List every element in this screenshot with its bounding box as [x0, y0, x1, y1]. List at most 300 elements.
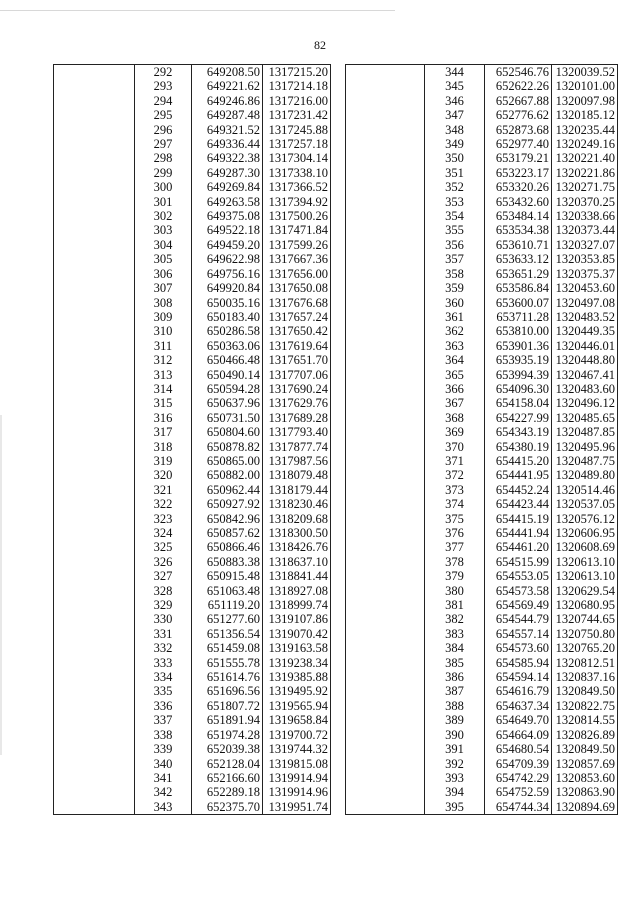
y-coordinate-cell: 1318209.68 [263, 512, 331, 526]
x-coordinate-cell: 652289.18 [192, 785, 263, 799]
y-coordinate-cell: 1320338.66 [552, 209, 618, 223]
point-number-cell: 312 [135, 353, 192, 367]
blank-cell [346, 238, 425, 252]
table-row [54, 757, 331, 771]
blank-cell [54, 555, 135, 569]
point-number-cell: 347 [425, 108, 485, 122]
y-coordinate-cell: 1319070.42 [263, 627, 331, 641]
y-coordinate-cell: 1317599.26 [263, 238, 331, 252]
table-row [346, 195, 618, 209]
table-row [54, 281, 331, 295]
blank-cell [54, 785, 135, 799]
blank-cell [346, 94, 425, 108]
blank-cell [346, 252, 425, 266]
point-number-cell: 306 [135, 267, 192, 281]
y-coordinate-cell: 1320496.12 [552, 396, 618, 410]
table-row [54, 339, 331, 353]
y-coordinate-cell: 1320849.50 [552, 684, 618, 698]
blank-cell [346, 425, 425, 439]
table-row [54, 713, 331, 727]
point-number-cell: 375 [425, 512, 485, 526]
x-coordinate-cell: 649375.08 [192, 209, 263, 223]
blank-cell [346, 728, 425, 742]
blank-cell [346, 785, 425, 799]
table-row [346, 238, 618, 252]
point-number-cell: 361 [425, 310, 485, 324]
table-row [54, 310, 331, 324]
y-coordinate-cell: 1317500.26 [263, 209, 331, 223]
point-number-cell: 319 [135, 454, 192, 468]
table-row [54, 569, 331, 583]
blank-cell [346, 483, 425, 497]
table-row [346, 108, 618, 122]
table-row [346, 368, 618, 382]
table-row [54, 742, 331, 756]
point-number-cell: 304 [135, 238, 192, 252]
table-row [346, 641, 618, 655]
y-coordinate-cell: 1320629.54 [552, 584, 618, 598]
table-row [54, 79, 331, 93]
y-coordinate-cell: 1320467.41 [552, 368, 618, 382]
point-number-cell: 365 [425, 368, 485, 382]
table-row [54, 483, 331, 497]
point-number-cell: 301 [135, 195, 192, 209]
coordinates-table-right [345, 64, 618, 815]
table-row [54, 699, 331, 713]
x-coordinate-cell: 650731.50 [192, 411, 263, 425]
y-coordinate-cell: 1320576.12 [552, 512, 618, 526]
table-row [346, 684, 618, 698]
x-coordinate-cell: 654423.44 [485, 497, 552, 511]
blank-cell [54, 425, 135, 439]
blank-cell [54, 79, 135, 93]
x-coordinate-cell: 650882.00 [192, 468, 263, 482]
blank-cell [54, 569, 135, 583]
x-coordinate-cell: 654616.79 [485, 684, 552, 698]
point-number-cell: 373 [425, 483, 485, 497]
table-row [346, 209, 618, 223]
table-row [54, 123, 331, 137]
y-coordinate-cell: 1319914.96 [263, 785, 331, 799]
y-coordinate-cell: 1320822.75 [552, 699, 618, 713]
blank-cell [54, 108, 135, 122]
table-row [54, 771, 331, 785]
point-number-cell: 371 [425, 454, 485, 468]
x-coordinate-cell: 650866.46 [192, 540, 263, 554]
point-number-cell: 328 [135, 584, 192, 598]
blank-cell [346, 195, 425, 209]
table-row [346, 627, 618, 641]
y-coordinate-cell: 1317987.56 [263, 454, 331, 468]
point-number-cell: 335 [135, 684, 192, 698]
blank-cell [346, 368, 425, 382]
y-coordinate-cell: 1317245.88 [263, 123, 331, 137]
table-row [54, 195, 331, 209]
point-number-cell: 383 [425, 627, 485, 641]
blank-cell [346, 123, 425, 137]
top-rule [0, 10, 395, 11]
table-row [346, 252, 618, 266]
blank-cell [54, 728, 135, 742]
blank-cell [346, 771, 425, 785]
table-row [346, 353, 618, 367]
blank-cell [54, 670, 135, 684]
x-coordinate-cell: 649622.98 [192, 252, 263, 266]
blank-cell [54, 684, 135, 698]
blank-cell [54, 454, 135, 468]
y-coordinate-cell: 1317257.18 [263, 137, 331, 151]
point-number-cell: 337 [135, 713, 192, 727]
x-coordinate-cell: 654637.34 [485, 699, 552, 713]
point-number-cell: 362 [425, 324, 485, 338]
blank-cell [346, 223, 425, 237]
blank-cell [54, 324, 135, 338]
x-coordinate-cell: 654709.39 [485, 757, 552, 771]
blank-cell [54, 382, 135, 396]
blank-cell [346, 468, 425, 482]
point-number-cell: 325 [135, 540, 192, 554]
x-coordinate-cell: 651974.28 [192, 728, 263, 742]
blank-cell [54, 209, 135, 223]
point-number-cell: 343 [135, 800, 192, 815]
y-coordinate-cell: 1319385.88 [263, 670, 331, 684]
blank-cell [54, 497, 135, 511]
point-number-cell: 370 [425, 440, 485, 454]
y-coordinate-cell: 1320765.20 [552, 641, 618, 655]
y-coordinate-cell: 1317471.84 [263, 223, 331, 237]
point-number-cell: 384 [425, 641, 485, 655]
table-row [346, 339, 618, 353]
x-coordinate-cell: 651459.08 [192, 641, 263, 655]
table-row [346, 713, 618, 727]
y-coordinate-cell: 1317667.36 [263, 252, 331, 266]
point-number-cell: 332 [135, 641, 192, 655]
blank-cell [54, 238, 135, 252]
x-coordinate-cell: 650878.82 [192, 440, 263, 454]
point-number-cell: 389 [425, 713, 485, 727]
x-coordinate-cell: 654585.94 [485, 656, 552, 670]
table-row [54, 411, 331, 425]
blank-cell [346, 180, 425, 194]
x-coordinate-cell: 654441.95 [485, 468, 552, 482]
x-coordinate-cell: 652873.68 [485, 123, 552, 137]
y-coordinate-cell: 1320750.80 [552, 627, 618, 641]
blank-cell [346, 670, 425, 684]
blank-cell [346, 526, 425, 540]
x-coordinate-cell: 650865.00 [192, 454, 263, 468]
x-coordinate-cell: 652128.04 [192, 757, 263, 771]
x-coordinate-cell: 649246.86 [192, 94, 263, 108]
x-coordinate-cell: 649322.38 [192, 151, 263, 165]
point-number-cell: 385 [425, 656, 485, 670]
table-row [346, 584, 618, 598]
y-coordinate-cell: 1319107.86 [263, 612, 331, 626]
point-number-cell: 345 [425, 79, 485, 93]
blank-cell [346, 656, 425, 670]
y-coordinate-cell: 1317651.70 [263, 353, 331, 367]
point-number-cell: 320 [135, 468, 192, 482]
point-number-cell: 391 [425, 742, 485, 756]
point-number-cell: 322 [135, 497, 192, 511]
point-number-cell: 300 [135, 180, 192, 194]
x-coordinate-cell: 649263.58 [192, 195, 263, 209]
y-coordinate-cell: 1317690.24 [263, 382, 331, 396]
table-row [54, 324, 331, 338]
blank-cell [54, 540, 135, 554]
table-row [346, 526, 618, 540]
y-coordinate-cell: 1318841.44 [263, 569, 331, 583]
point-number-cell: 296 [135, 123, 192, 137]
table-row [346, 497, 618, 511]
y-coordinate-cell: 1318426.76 [263, 540, 331, 554]
y-coordinate-cell: 1317793.40 [263, 425, 331, 439]
blank-cell [54, 166, 135, 180]
blank-cell [54, 440, 135, 454]
x-coordinate-cell: 652977.40 [485, 137, 552, 151]
table-row [346, 612, 618, 626]
table-row [54, 296, 331, 310]
x-coordinate-cell: 653586.84 [485, 281, 552, 295]
x-coordinate-cell: 654380.19 [485, 440, 552, 454]
table-row [54, 598, 331, 612]
blank-cell [54, 512, 135, 526]
coordinates-table-left [53, 64, 331, 815]
y-coordinate-cell: 1319658.84 [263, 713, 331, 727]
point-number-cell: 350 [425, 151, 485, 165]
x-coordinate-cell: 652667.88 [485, 94, 552, 108]
y-coordinate-cell: 1320483.60 [552, 382, 618, 396]
y-coordinate-cell: 1320370.25 [552, 195, 618, 209]
point-number-cell: 311 [135, 339, 192, 353]
point-number-cell: 326 [135, 555, 192, 569]
table-row [54, 151, 331, 165]
x-coordinate-cell: 652622.26 [485, 79, 552, 93]
table-row [346, 79, 618, 93]
point-number-cell: 317 [135, 425, 192, 439]
point-number-cell: 313 [135, 368, 192, 382]
scan-edge-shadow [0, 415, 2, 755]
y-coordinate-cell: 1317216.00 [263, 94, 331, 108]
y-coordinate-cell: 1320812.51 [552, 656, 618, 670]
point-number-cell: 315 [135, 396, 192, 410]
x-coordinate-cell: 652776.62 [485, 108, 552, 122]
x-coordinate-cell: 654461.20 [485, 540, 552, 554]
x-coordinate-cell: 649459.20 [192, 238, 263, 252]
table-row [54, 209, 331, 223]
y-coordinate-cell: 1320814.55 [552, 713, 618, 727]
point-number-cell: 293 [135, 79, 192, 93]
y-coordinate-cell: 1320497.08 [552, 296, 618, 310]
table-row [54, 800, 331, 815]
table-row [54, 108, 331, 122]
x-coordinate-cell: 651277.60 [192, 612, 263, 626]
y-coordinate-cell: 1320221.86 [552, 166, 618, 180]
table-row [54, 641, 331, 655]
table-row [54, 540, 331, 554]
table-row [346, 757, 618, 771]
x-coordinate-cell: 653179.21 [485, 151, 552, 165]
table-row [54, 526, 331, 540]
blank-cell [54, 310, 135, 324]
x-coordinate-cell: 654557.14 [485, 627, 552, 641]
blank-cell [54, 151, 135, 165]
y-coordinate-cell: 1317214.18 [263, 79, 331, 93]
point-number-cell: 386 [425, 670, 485, 684]
blank-cell [346, 65, 425, 80]
table-row [54, 396, 331, 410]
blank-cell [54, 468, 135, 482]
y-coordinate-cell: 1318300.50 [263, 526, 331, 540]
table-row [346, 454, 618, 468]
table-row [54, 670, 331, 684]
table-row [54, 137, 331, 151]
y-coordinate-cell: 1320235.44 [552, 123, 618, 137]
table-row [54, 555, 331, 569]
blank-cell [54, 411, 135, 425]
point-number-cell: 363 [425, 339, 485, 353]
blank-cell [346, 353, 425, 367]
x-coordinate-cell: 651614.76 [192, 670, 263, 684]
x-coordinate-cell: 651063.48 [192, 584, 263, 598]
blank-cell [346, 757, 425, 771]
blank-cell [346, 396, 425, 410]
blank-cell [346, 742, 425, 756]
table-row [54, 584, 331, 598]
x-coordinate-cell: 654742.29 [485, 771, 552, 785]
y-coordinate-cell: 1320327.07 [552, 238, 618, 252]
table-row [346, 425, 618, 439]
blank-cell [54, 656, 135, 670]
x-coordinate-cell: 650466.48 [192, 353, 263, 367]
y-coordinate-cell: 1319744.32 [263, 742, 331, 756]
table-row [54, 468, 331, 482]
y-coordinate-cell: 1317619.64 [263, 339, 331, 353]
table-row [346, 540, 618, 554]
point-number-cell: 307 [135, 281, 192, 295]
x-coordinate-cell: 650363.06 [192, 339, 263, 353]
point-number-cell: 360 [425, 296, 485, 310]
blank-cell [346, 584, 425, 598]
x-coordinate-cell: 651356.54 [192, 627, 263, 641]
y-coordinate-cell: 1318637.10 [263, 555, 331, 569]
point-number-cell: 364 [425, 353, 485, 367]
y-coordinate-cell: 1320613.10 [552, 555, 618, 569]
point-number-cell: 336 [135, 699, 192, 713]
table-row [346, 94, 618, 108]
x-coordinate-cell: 649756.16 [192, 267, 263, 281]
y-coordinate-cell: 1317689.28 [263, 411, 331, 425]
point-number-cell: 333 [135, 656, 192, 670]
blank-cell [54, 94, 135, 108]
blank-cell [346, 108, 425, 122]
x-coordinate-cell: 650594.28 [192, 382, 263, 396]
point-number-cell: 366 [425, 382, 485, 396]
table-row [54, 238, 331, 252]
y-coordinate-cell: 1317656.00 [263, 267, 331, 281]
point-number-cell: 387 [425, 684, 485, 698]
y-coordinate-cell: 1317231.42 [263, 108, 331, 122]
table-row [54, 728, 331, 742]
table-row [346, 785, 618, 799]
table-row [346, 137, 618, 151]
table-row [346, 223, 618, 237]
table-row [54, 353, 331, 367]
blank-cell [54, 742, 135, 756]
point-number-cell: 308 [135, 296, 192, 310]
point-number-cell: 353 [425, 195, 485, 209]
y-coordinate-cell: 1319495.92 [263, 684, 331, 698]
table-row [54, 512, 331, 526]
x-coordinate-cell: 650183.40 [192, 310, 263, 324]
y-coordinate-cell: 1318079.48 [263, 468, 331, 482]
table-row [346, 699, 618, 713]
y-coordinate-cell: 1317215.20 [263, 65, 331, 80]
point-number-cell: 394 [425, 785, 485, 799]
point-number-cell: 378 [425, 555, 485, 569]
point-number-cell: 310 [135, 324, 192, 338]
blank-cell [346, 699, 425, 713]
y-coordinate-cell: 1318179.44 [263, 483, 331, 497]
blank-cell [346, 382, 425, 396]
x-coordinate-cell: 654515.99 [485, 555, 552, 569]
point-number-cell: 367 [425, 396, 485, 410]
y-coordinate-cell: 1317707.06 [263, 368, 331, 382]
y-coordinate-cell: 1320101.00 [552, 79, 618, 93]
table-row [346, 569, 618, 583]
y-coordinate-cell: 1320446.01 [552, 339, 618, 353]
table-row [54, 497, 331, 511]
x-coordinate-cell: 653432.60 [485, 195, 552, 209]
table-row [54, 656, 331, 670]
blank-cell [346, 800, 425, 815]
x-coordinate-cell: 649920.84 [192, 281, 263, 295]
y-coordinate-cell: 1320857.69 [552, 757, 618, 771]
x-coordinate-cell: 649269.84 [192, 180, 263, 194]
table-row [54, 180, 331, 194]
y-coordinate-cell: 1318927.08 [263, 584, 331, 598]
table-row [346, 728, 618, 742]
y-coordinate-cell: 1317394.92 [263, 195, 331, 209]
table-row [346, 166, 618, 180]
table-row [346, 267, 618, 281]
x-coordinate-cell: 649336.44 [192, 137, 263, 151]
table-row [54, 223, 331, 237]
x-coordinate-cell: 652166.60 [192, 771, 263, 785]
y-coordinate-cell: 1319951.74 [263, 800, 331, 815]
point-number-cell: 305 [135, 252, 192, 266]
x-coordinate-cell: 652039.38 [192, 742, 263, 756]
point-number-cell: 323 [135, 512, 192, 526]
point-number-cell: 346 [425, 94, 485, 108]
table-row [54, 267, 331, 281]
x-coordinate-cell: 653901.36 [485, 339, 552, 353]
x-coordinate-cell: 652375.70 [192, 800, 263, 815]
x-coordinate-cell: 654415.19 [485, 512, 552, 526]
table-row [54, 785, 331, 799]
point-number-cell: 393 [425, 771, 485, 785]
x-coordinate-cell: 652546.76 [485, 65, 552, 80]
y-coordinate-cell: 1320353.85 [552, 252, 618, 266]
x-coordinate-cell: 651807.72 [192, 699, 263, 713]
x-coordinate-cell: 653610.71 [485, 238, 552, 252]
table-row [346, 382, 618, 396]
point-number-cell: 302 [135, 209, 192, 223]
table-row [346, 281, 618, 295]
page-number: 82 [314, 38, 326, 52]
x-coordinate-cell: 651555.78 [192, 656, 263, 670]
x-coordinate-cell: 649287.30 [192, 166, 263, 180]
point-number-cell: 299 [135, 166, 192, 180]
